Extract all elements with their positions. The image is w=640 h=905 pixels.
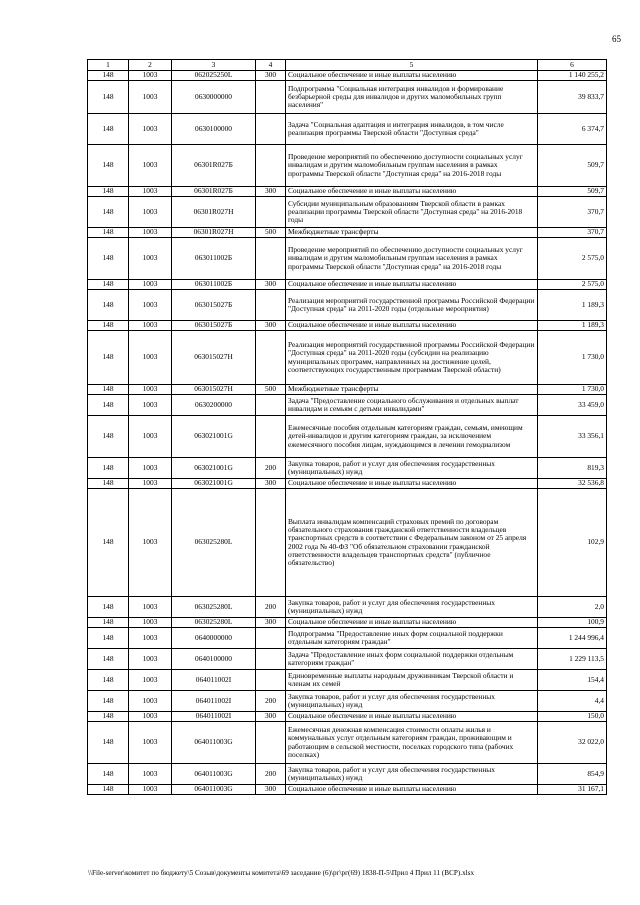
- page-number: 65: [612, 34, 621, 44]
- amount-cell: 100,9: [538, 618, 607, 628]
- expense-type-cell: [256, 81, 286, 114]
- expense-type-cell: 300: [256, 618, 286, 628]
- target-article-cell: 063021001G: [172, 416, 256, 458]
- ministry-code-cell: 148: [88, 649, 129, 670]
- table-row: [88, 670, 607, 691]
- target-article-cell: 0640000000: [172, 628, 256, 649]
- description-cell: Реализация мероприятий государственной программы Российской Федерации "Доступная среда" на 2011-2020 годы (отдельные мероприятия): [286, 290, 538, 321]
- amount-cell: 6 374,7: [538, 114, 607, 145]
- target-article-cell: 064011003G: [172, 722, 256, 764]
- column-number: 4: [256, 60, 286, 71]
- amount-cell: 2 575,0: [538, 238, 607, 280]
- section-code-cell: 1003: [129, 187, 172, 197]
- table-row: [88, 145, 607, 187]
- amount-cell: 1 730,0: [538, 385, 607, 395]
- description-cell: Социальное обеспечение и иные выплаты населению: [286, 712, 538, 722]
- amount-cell: 370,7: [538, 228, 607, 238]
- ministry-code-cell: 148: [88, 628, 129, 649]
- column-number: 6: [538, 60, 607, 71]
- description-cell: Закупка товаров, работ и услуг для обеспечения государственных (муниципальных) нужд: [286, 764, 538, 785]
- description-cell: Социальное обеспечение и иные выплаты населению: [286, 71, 538, 81]
- table-row: [88, 712, 607, 722]
- description-cell: Ежемесячная денежная компенсация стоимости оплаты жилья и коммунальных услуг отдельным категориям граждан, проживающим и работающим в сельской местности, поселках городского типа (рабочих поселках): [286, 722, 538, 764]
- target-article-cell: 064011003G: [172, 785, 256, 795]
- ministry-code-cell: 148: [88, 712, 129, 722]
- table-body: [88, 71, 607, 795]
- amount-cell: 1 189,3: [538, 321, 607, 331]
- ministry-code-cell: 148: [88, 722, 129, 764]
- ministry-code-cell: 148: [88, 489, 129, 597]
- target-article-cell: 0630100000: [172, 114, 256, 145]
- description-cell: Единовременные выплаты народным дружинникам Тверской области и членам их семей: [286, 670, 538, 691]
- ministry-code-cell: 148: [88, 331, 129, 385]
- amount-cell: 509,7: [538, 145, 607, 187]
- table-row: [88, 764, 607, 785]
- table-row: [88, 691, 607, 712]
- section-code-cell: 1003: [129, 670, 172, 691]
- target-article-cell: 0630200000: [172, 395, 256, 416]
- expense-type-cell: [256, 416, 286, 458]
- amount-cell: 1 244 996,4: [538, 628, 607, 649]
- expense-type-cell: 200: [256, 764, 286, 785]
- section-code-cell: 1003: [129, 618, 172, 628]
- target-article-cell: 06301R027Б: [172, 187, 256, 197]
- expense-type-cell: 500: [256, 228, 286, 238]
- target-article-cell: 063015027Н: [172, 331, 256, 385]
- target-article-cell: 063025280L: [172, 597, 256, 618]
- amount-cell: 1 229 113,5: [538, 649, 607, 670]
- column-number: 1: [88, 60, 129, 71]
- ministry-code-cell: 148: [88, 395, 129, 416]
- table-row: [88, 618, 607, 628]
- target-article-cell: 063021001G: [172, 479, 256, 489]
- amount-cell: 2,0: [538, 597, 607, 618]
- expense-type-cell: [256, 649, 286, 670]
- description-cell: Подпрограмма "Социальная интеграция инвалидов и формирование безбарьерной среды для инвалидов и других маломобильных групп населения": [286, 81, 538, 114]
- description-cell: Проведение мероприятий по обеспечению доступности социальных услуг инвалидам и другим маломобильным группам населения в рамках программы Тверской области "Доступная среда" на 2016-2018 годы: [286, 238, 538, 280]
- budget-table: [87, 59, 607, 795]
- section-code-cell: 1003: [129, 489, 172, 597]
- expense-type-cell: [256, 670, 286, 691]
- target-article-cell: 06301R027Н: [172, 228, 256, 238]
- ministry-code-cell: 148: [88, 81, 129, 114]
- section-code-cell: 1003: [129, 228, 172, 238]
- expense-type-cell: 300: [256, 321, 286, 331]
- amount-cell: 4,4: [538, 691, 607, 712]
- amount-cell: 1 140 255,2: [538, 71, 607, 81]
- description-cell: Межбюджетные трансферты: [286, 228, 538, 238]
- column-number: 3: [172, 60, 256, 71]
- amount-cell: 2 575,0: [538, 280, 607, 290]
- section-code-cell: 1003: [129, 712, 172, 722]
- description-cell: Задача "Социальная адаптация и интеграция инвалидов, в том числе реализация программы Тверской области "Доступная среда": [286, 114, 538, 145]
- section-code-cell: 1003: [129, 764, 172, 785]
- table-row: [88, 385, 607, 395]
- description-cell: Субсидии муниципальным образованиям Тверской области в рамках реализации программы Тверской области "Доступная среда" на 2016-2018 годы: [286, 197, 538, 228]
- description-cell: Социальное обеспечение и иные выплаты населению: [286, 280, 538, 290]
- target-article-cell: 063025280L: [172, 489, 256, 597]
- table-row: [88, 197, 607, 228]
- ministry-code-cell: 148: [88, 290, 129, 321]
- description-cell: Закупка товаров, работ и услуг для обеспечения государственных (муниципальных) нужд: [286, 691, 538, 712]
- ministry-code-cell: 148: [88, 618, 129, 628]
- amount-cell: 150,0: [538, 712, 607, 722]
- table-row: [88, 331, 607, 385]
- expense-type-cell: [256, 331, 286, 385]
- ministry-code-cell: 148: [88, 114, 129, 145]
- ministry-code-cell: 148: [88, 280, 129, 290]
- ministry-code-cell: 148: [88, 187, 129, 197]
- ministry-code-cell: 148: [88, 670, 129, 691]
- expense-type-cell: [256, 628, 286, 649]
- table-row: [88, 489, 607, 597]
- table-row: [88, 597, 607, 618]
- target-article-cell: 0630000000: [172, 81, 256, 114]
- table-row: [88, 228, 607, 238]
- description-cell: Социальное обеспечение и иные выплаты населению: [286, 618, 538, 628]
- description-cell: Проведение мероприятий по обеспечению доступности социальных услуг инвалидам и другим маломобильным группам населения в рамках программы Тверской области "Доступная среда" на 2016-2018 годы: [286, 145, 538, 187]
- section-code-cell: 1003: [129, 785, 172, 795]
- expense-type-cell: 300: [256, 785, 286, 795]
- ministry-code-cell: 148: [88, 416, 129, 458]
- amount-cell: 39 833,7: [538, 81, 607, 114]
- section-code-cell: 1003: [129, 458, 172, 479]
- ministry-code-cell: 148: [88, 479, 129, 489]
- expense-type-cell: [256, 395, 286, 416]
- ministry-code-cell: 148: [88, 238, 129, 280]
- section-code-cell: 1003: [129, 385, 172, 395]
- section-code-cell: 1003: [129, 114, 172, 145]
- table-row: [88, 280, 607, 290]
- table-row: [88, 321, 607, 331]
- ministry-code-cell: 148: [88, 385, 129, 395]
- description-cell: Межбюджетные трансферты: [286, 385, 538, 395]
- expense-type-cell: 300: [256, 280, 286, 290]
- target-article-cell: 063015027Н: [172, 385, 256, 395]
- target-article-cell: 063015027Б: [172, 321, 256, 331]
- description-cell: Подпрограмма "Предоставление иных форм социальной поддержки отдельным категориям граждан": [286, 628, 538, 649]
- target-article-cell: 063021001G: [172, 458, 256, 479]
- target-article-cell: 06301R027Н: [172, 197, 256, 228]
- section-code-cell: 1003: [129, 71, 172, 81]
- table-row: [88, 114, 607, 145]
- target-article-cell: 063025280L: [172, 618, 256, 628]
- section-code-cell: 1003: [129, 280, 172, 290]
- expense-type-cell: 200: [256, 691, 286, 712]
- target-article-cell: 063011002Б: [172, 280, 256, 290]
- amount-cell: 854,9: [538, 764, 607, 785]
- description-cell: Ежемесячные пособия отдельным категориям граждан, семьям, имеющим детей-инвалидов и другим категориям граждан, за исключением ежемесячного пособия лицам, нуждающимся в лечении гемодиализом: [286, 416, 538, 458]
- amount-cell: 32 536,8: [538, 479, 607, 489]
- table-row: [88, 187, 607, 197]
- target-article-cell: 063015027Б: [172, 290, 256, 321]
- section-code-cell: 1003: [129, 722, 172, 764]
- section-code-cell: 1003: [129, 416, 172, 458]
- expense-type-cell: [256, 197, 286, 228]
- table-row: [88, 416, 607, 458]
- target-article-cell: 064011002I: [172, 670, 256, 691]
- target-article-cell: 064011002I: [172, 712, 256, 722]
- ministry-code-cell: 148: [88, 764, 129, 785]
- description-cell: Закупка товаров, работ и услуг для обеспечения государственных (муниципальных) нужд: [286, 458, 538, 479]
- amount-cell: 1 730,0: [538, 331, 607, 385]
- expense-type-cell: [256, 489, 286, 597]
- expense-type-cell: 500: [256, 385, 286, 395]
- ministry-code-cell: 148: [88, 785, 129, 795]
- section-code-cell: 1003: [129, 628, 172, 649]
- section-code-cell: 1003: [129, 321, 172, 331]
- description-cell: Социальное обеспечение и иные выплаты населению: [286, 479, 538, 489]
- expense-type-cell: [256, 114, 286, 145]
- amount-cell: 33 459,0: [538, 395, 607, 416]
- table-row: [88, 628, 607, 649]
- description-cell: Выплата инвалидам компенсаций страховых премий по договорам обязательного страхования гражданской ответственности владельцев транспортных средств в соответствии с Федеральным законом от 25 апреля 2002 года № 40-ФЗ "Об обязательном страховании гражданской ответственности владельцев транспортных средств" (публичное обязательство): [286, 489, 538, 597]
- table-row: [88, 649, 607, 670]
- expense-type-cell: 300: [256, 187, 286, 197]
- target-article-cell: 063011002Б: [172, 238, 256, 280]
- table-row: [88, 458, 607, 479]
- section-code-cell: 1003: [129, 395, 172, 416]
- section-code-cell: 1003: [129, 197, 172, 228]
- ministry-code-cell: 148: [88, 197, 129, 228]
- description-cell: Социальное обеспечение и иные выплаты населению: [286, 785, 538, 795]
- target-article-cell: 0640100000: [172, 649, 256, 670]
- expense-type-cell: 300: [256, 479, 286, 489]
- amount-cell: 819,3: [538, 458, 607, 479]
- section-code-cell: 1003: [129, 290, 172, 321]
- section-code-cell: 1003: [129, 238, 172, 280]
- amount-cell: 102,9: [538, 489, 607, 597]
- column-number: 5: [286, 60, 538, 71]
- expense-type-cell: [256, 238, 286, 280]
- target-article-cell: 064011003G: [172, 764, 256, 785]
- expense-type-cell: [256, 145, 286, 187]
- ministry-code-cell: 148: [88, 145, 129, 187]
- description-cell: Социальное обеспечение и иные выплаты населению: [286, 321, 538, 331]
- ministry-code-cell: 148: [88, 228, 129, 238]
- ministry-code-cell: 148: [88, 458, 129, 479]
- section-code-cell: 1003: [129, 145, 172, 187]
- table-row: [88, 479, 607, 489]
- column-number: 2: [129, 60, 172, 71]
- description-cell: Задача "Предоставление социального обслуживания и отдельных выплат инвалидам и семьям с детьми инвалидами": [286, 395, 538, 416]
- table-row: [88, 81, 607, 114]
- target-article-cell: 062025250L: [172, 71, 256, 81]
- amount-cell: 370,7: [538, 197, 607, 228]
- description-cell: Реализация мероприятий государственной программы Российской Федерации "Доступная среда" на 2011-2020 годы (субсидии на реализацию муниципальных программ, направленных на достижение целей, соответствующих государственным программам Тверской области): [286, 331, 538, 385]
- amount-cell: 509,7: [538, 187, 607, 197]
- expense-type-cell: 300: [256, 71, 286, 81]
- amount-cell: 33 356,1: [538, 416, 607, 458]
- target-article-cell: 06301R027Б: [172, 145, 256, 187]
- amount-cell: 154,4: [538, 670, 607, 691]
- amount-cell: 1 189,3: [538, 290, 607, 321]
- description-cell: Задача "Предоставление иных форм социальной поддержки отдельным категориям граждан": [286, 649, 538, 670]
- section-code-cell: 1003: [129, 691, 172, 712]
- expense-type-cell: 200: [256, 458, 286, 479]
- amount-cell: 31 167,1: [538, 785, 607, 795]
- table-row: [88, 290, 607, 321]
- section-code-cell: 1003: [129, 597, 172, 618]
- expense-type-cell: [256, 722, 286, 764]
- expense-type-cell: 300: [256, 712, 286, 722]
- expense-type-cell: 200: [256, 597, 286, 618]
- table-row: [88, 785, 607, 795]
- section-code-cell: 1003: [129, 479, 172, 489]
- table-row: [88, 71, 607, 81]
- description-cell: Социальное обеспечение и иные выплаты населению: [286, 187, 538, 197]
- ministry-code-cell: 148: [88, 71, 129, 81]
- table-row: [88, 722, 607, 764]
- table-row: [88, 395, 607, 416]
- ministry-code-cell: 148: [88, 321, 129, 331]
- file-path-footer: \\File-server\комитет по бюджету\5 Созыв\документы комитета\69 заседание (6)\рг\рг(69) 1838-П-5\Прил 4 Прил 11 (ВСР).xlsx: [88, 869, 475, 877]
- section-code-cell: 1003: [129, 649, 172, 670]
- column-number-row: [88, 60, 607, 71]
- amount-cell: 32 022,0: [538, 722, 607, 764]
- table-row: [88, 238, 607, 280]
- target-article-cell: 064011002I: [172, 691, 256, 712]
- description-cell: Закупка товаров, работ и услуг для обеспечения государственных (муниципальных) нужд: [286, 597, 538, 618]
- ministry-code-cell: 148: [88, 691, 129, 712]
- ministry-code-cell: 148: [88, 597, 129, 618]
- section-code-cell: 1003: [129, 331, 172, 385]
- section-code-cell: 1003: [129, 81, 172, 114]
- expense-type-cell: [256, 290, 286, 321]
